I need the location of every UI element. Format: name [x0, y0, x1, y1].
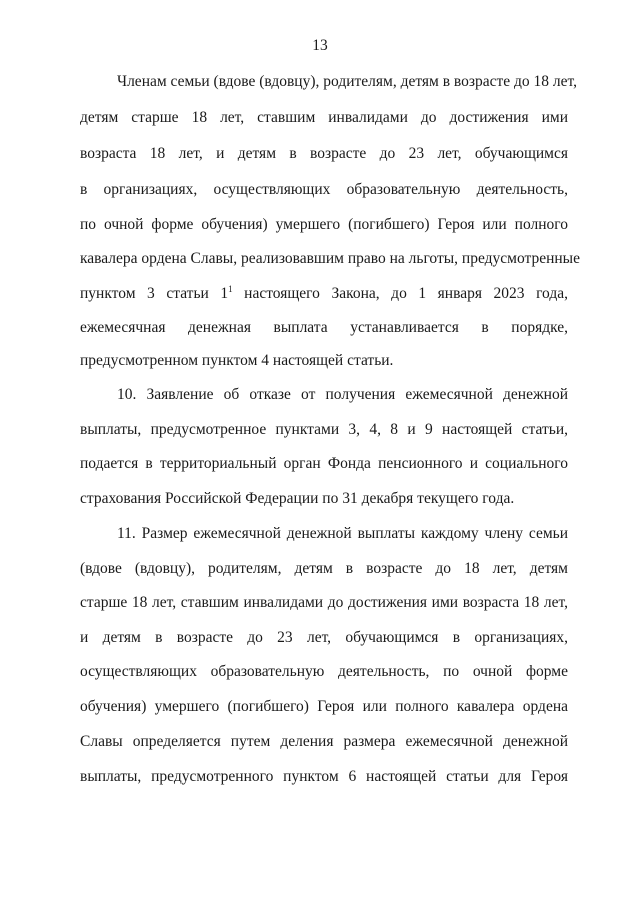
paragraph-10-line-4: страхования Российской Федерации по 31 декабря текущего года. [80, 490, 515, 507]
paragraph-11-line-7: Славы определяется путем деления размера ежемесячной денежной [80, 733, 568, 750]
paragraph-1-line-2: детям старше 18 лет, ставшим инвалидами до достижения ими [80, 109, 568, 126]
paragraph-1-line-4: в организациях, осуществляющих образовательную деятельность, [80, 181, 568, 198]
line-7-after: настоящего Закона, до 1 января 2023 года, [232, 285, 568, 302]
paragraph-11-line-5: осуществляющих образовательную деятельность, по очной форме [80, 663, 568, 680]
paragraph-1-line-9: предусмотренном пунктом 4 настоящей статьи. [80, 352, 394, 369]
paragraph-10-line-2: выплаты, предусмотренное пунктами 3, 4, 8 и 9 настоящей статьи, [80, 421, 568, 438]
paragraph-10-line-3: подается в территориальный орган Фонда пенсионного и социального [80, 455, 568, 472]
paragraph-11-line-2: (вдове (вдовцу), родителям, детям в возрасте до 18 лет, детям [80, 560, 568, 577]
paragraph-10-line-1: 10. Заявление об отказе от получения ежемесячной денежной [117, 386, 568, 403]
paragraph-1-line-8: ежемесячная денежная выплата устанавливается в порядке, [80, 319, 568, 336]
paragraph-11-line-4: и детям в возрасте до 23 лет, обучающимся в организациях, [80, 629, 568, 646]
paragraph-1-line-3: возраста 18 лет, и детям в возрасте до 23 лет, обучающимся [80, 145, 568, 162]
paragraph-1-line-7 [80, 285, 568, 303]
paragraph-1-line-1: Членам семьи (вдове (вдовцу), родителям, детям в возрасте до 18 лет, [117, 73, 578, 90]
paragraph-11-line-3: старше 18 лет, ставшим инвалидами до достижения ими возраста 18 лет, [80, 594, 568, 611]
page-number: 13 [312, 37, 328, 54]
paragraph-11-line-6: обучения) умершего (погибшего) Героя или полного кавалера ордена [80, 698, 568, 715]
paragraph-11-line-1: 11. Размер ежемесячной денежной выплаты каждому члену семьи [117, 525, 568, 542]
paragraph-1-line-5: по очной форме обучения) умершего (погибшего) Героя или полного [80, 216, 568, 233]
article-superscript: 1 [228, 284, 233, 294]
paragraph-11-line-8: выплаты, предусмотренного пунктом 6 настоящей статьи для Героя [80, 768, 568, 785]
line-7-before: пунктом 3 статьи 1 [80, 285, 229, 302]
paragraph-1-line-6: кавалера ордена Славы, реализовавшим право на льготы, предусмотренные [80, 250, 580, 267]
